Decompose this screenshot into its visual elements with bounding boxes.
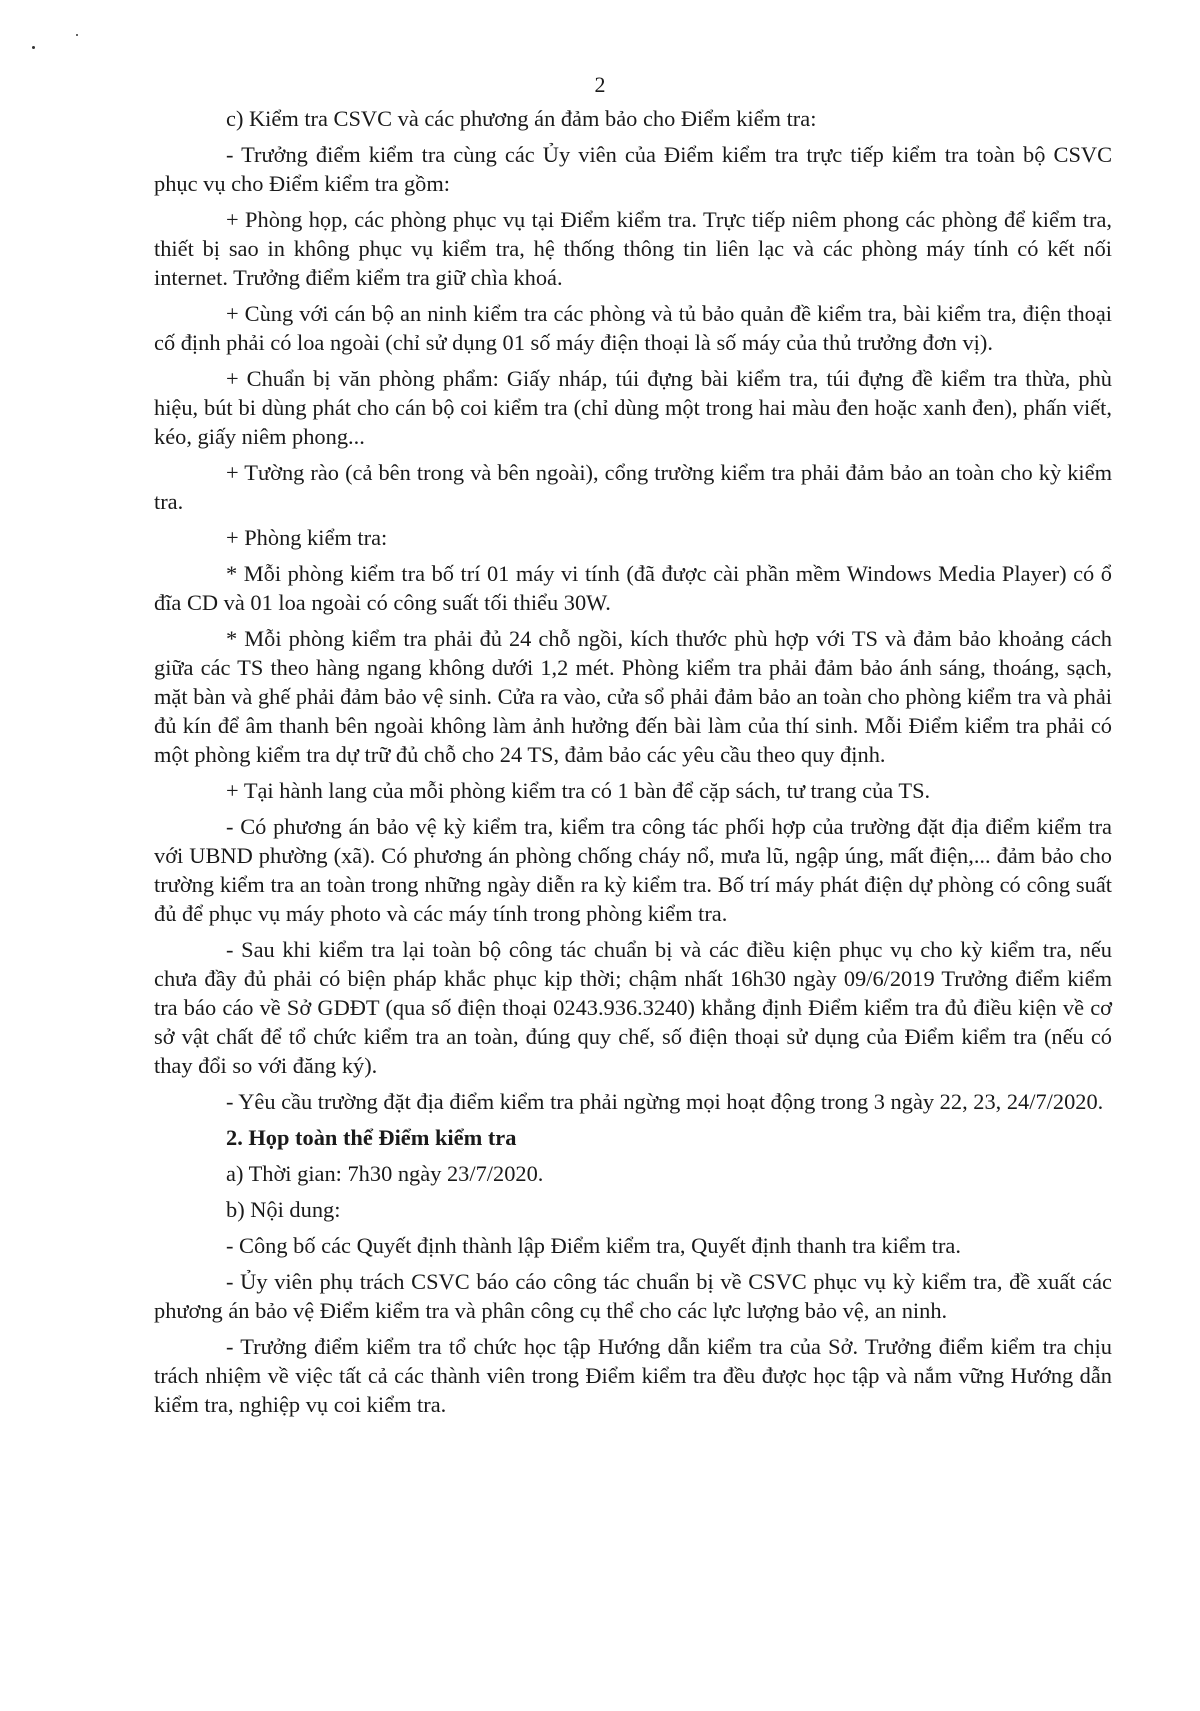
- scan-speck: [32, 46, 35, 49]
- paragraph: + Tường rào (cả bên trong và bên ngoài), cổng trường kiểm tra phải đảm bảo an toàn cho kỳ kiểm tra.: [154, 460, 1112, 514]
- subsection-heading-facility-check: c) Kiểm tra CSVC và các phương án đảm bảo cho Điểm kiểm tra:: [226, 106, 817, 131]
- paragraph: - Công bố các Quyết định thành lập Điểm kiểm tra, Quyết định thanh tra kiểm tra.: [226, 1233, 961, 1258]
- section-heading: 2. Họp toàn thể Điểm kiểm tra: [226, 1125, 517, 1150]
- paragraph: - Trưởng điểm kiểm tra cùng các Ủy viên của Điểm kiểm tra trực tiếp kiểm tra toàn bộ CSVC phục vụ cho Điểm kiểm tra gồm:: [154, 142, 1112, 196]
- page-number: 2: [594, 72, 606, 97]
- scan-speck: [76, 34, 78, 36]
- paragraph: - Ủy viên phụ trách CSVC báo cáo công tác chuẩn bị về CSVC phục vụ kỳ kiểm tra, đề xuất các phương án bảo vệ Điểm kiểm tra và phân công cụ thể cho các lực lượng bảo vệ, an ninh.: [154, 1269, 1112, 1323]
- paragraph: + Chuẩn bị văn phòng phẩm: Giấy nháp, túi đựng bài kiểm tra, túi đựng đề kiểm tra thừa, phù hiệu, bút bi dùng phát cho cán bộ coi kiểm tra (chỉ dùng một trong hai màu đen hoặc xanh đen), phấn viết, kéo, giấy niêm phong...: [154, 366, 1112, 449]
- paragraph: + Tại hành lang của mỗi phòng kiểm tra có 1 bàn để cặp sách, tư trang của TS.: [226, 778, 931, 803]
- paragraph: + Cùng với cán bộ an ninh kiểm tra các phòng và tủ bảo quản đề kiểm tra, bài kiểm tra, điện thoại cố định phải có loa ngoài (chỉ sử dụng 01 số máy điện thoại là số máy của thủ trưởng đơn vị).: [154, 301, 1112, 355]
- paragraph: + Phòng họp, các phòng phục vụ tại Điểm kiểm tra. Trực tiếp niêm phong các phòng để kiểm tra, thiết bị sao in không phục vụ kiểm tra, hệ thống thông tin liên lạc và các phòng máy tính có kết nối internet. Trưởng điểm kiểm tra giữ chìa khoá.: [154, 207, 1112, 290]
- paragraph: - Yêu cầu trường đặt địa điểm kiểm tra phải ngừng mọi hoạt động trong 3 ngày 22, 23, 24/7/2020.: [226, 1089, 1104, 1114]
- paragraph: + Phòng kiểm tra:: [226, 525, 388, 550]
- paragraph: - Có phương án bảo vệ kỳ kiểm tra, kiểm tra công tác phối hợp của trường đặt địa điểm kiểm tra với UBND phường (xã). Có phương án phòng chống cháy nổ, mưa lũ, ngập úng, mất điện,... đảm bảo cho trường kiểm tra an toàn trong những ngày diễn ra kỳ kiểm tra. Bố trí máy phát điện dự phòng có công suất đủ để phục vụ máy photo và các máy tính trong phòng kiểm tra.: [154, 814, 1112, 926]
- paragraph: a) Thời gian: 7h30 ngày 23/7/2020.: [226, 1161, 544, 1186]
- document-body: [154, 104, 1112, 1426]
- paragraph: * Mỗi phòng kiểm tra phải đủ 24 chỗ ngồi, kích thước phù hợp với TS và đảm bảo khoảng cách giữa các TS theo hàng ngang không dưới 1,2 mét. Phòng kiểm tra phải đảm bảo ánh sáng, thoáng, sạch, mặt bàn và ghế phải đảm bảo vệ sinh. Cửa ra vào, cửa sổ phải đảm bảo an toàn cho phòng kiểm tra và phải đủ kín để âm thanh bên ngoài không làm ảnh hưởng đến bài làm của thí sinh. Mỗi Điểm kiểm tra phải có một phòng kiểm tra dự trữ đủ chỗ cho 24 TS, đảm bảo các yêu cầu theo quy định.: [154, 626, 1112, 767]
- paragraph: b) Nội dung:: [226, 1197, 341, 1222]
- paragraph: - Sau khi kiểm tra lại toàn bộ công tác chuẩn bị và các điều kiện phục vụ cho kỳ kiểm tra, nếu chưa đầy đủ phải có biện pháp khắc phục kịp thời; chậm nhất 16h30 ngày 09/6/2019 Trưởng điểm kiểm tra báo cáo về Sở GDĐT (qua số điện thoại 0243.936.3240) khẳng định Điểm kiểm tra đủ điều kiện về cơ sở vật chất để tổ chức kiểm tra an toàn, đúng quy chế, số điện thoại sử dụng của Điểm kiểm tra (nếu có thay đổi so với đăng ký).: [154, 937, 1112, 1078]
- paragraph: - Trưởng điểm kiểm tra tổ chức học tập Hướng dẫn kiểm tra của Sở. Trưởng điểm kiểm tra chịu trách nhiệm về việc tất cả các thành viên trong Điểm kiểm tra đều được học tập và nắm vững Hướng dẫn kiểm tra, nghiệp vụ coi kiểm tra.: [154, 1334, 1112, 1417]
- paragraph: * Mỗi phòng kiểm tra bố trí 01 máy vi tính (đã được cài phần mềm Windows Media Player) có ổ đĩa CD và 01 loa ngoài có công suất tối thiểu 30W.: [154, 561, 1112, 615]
